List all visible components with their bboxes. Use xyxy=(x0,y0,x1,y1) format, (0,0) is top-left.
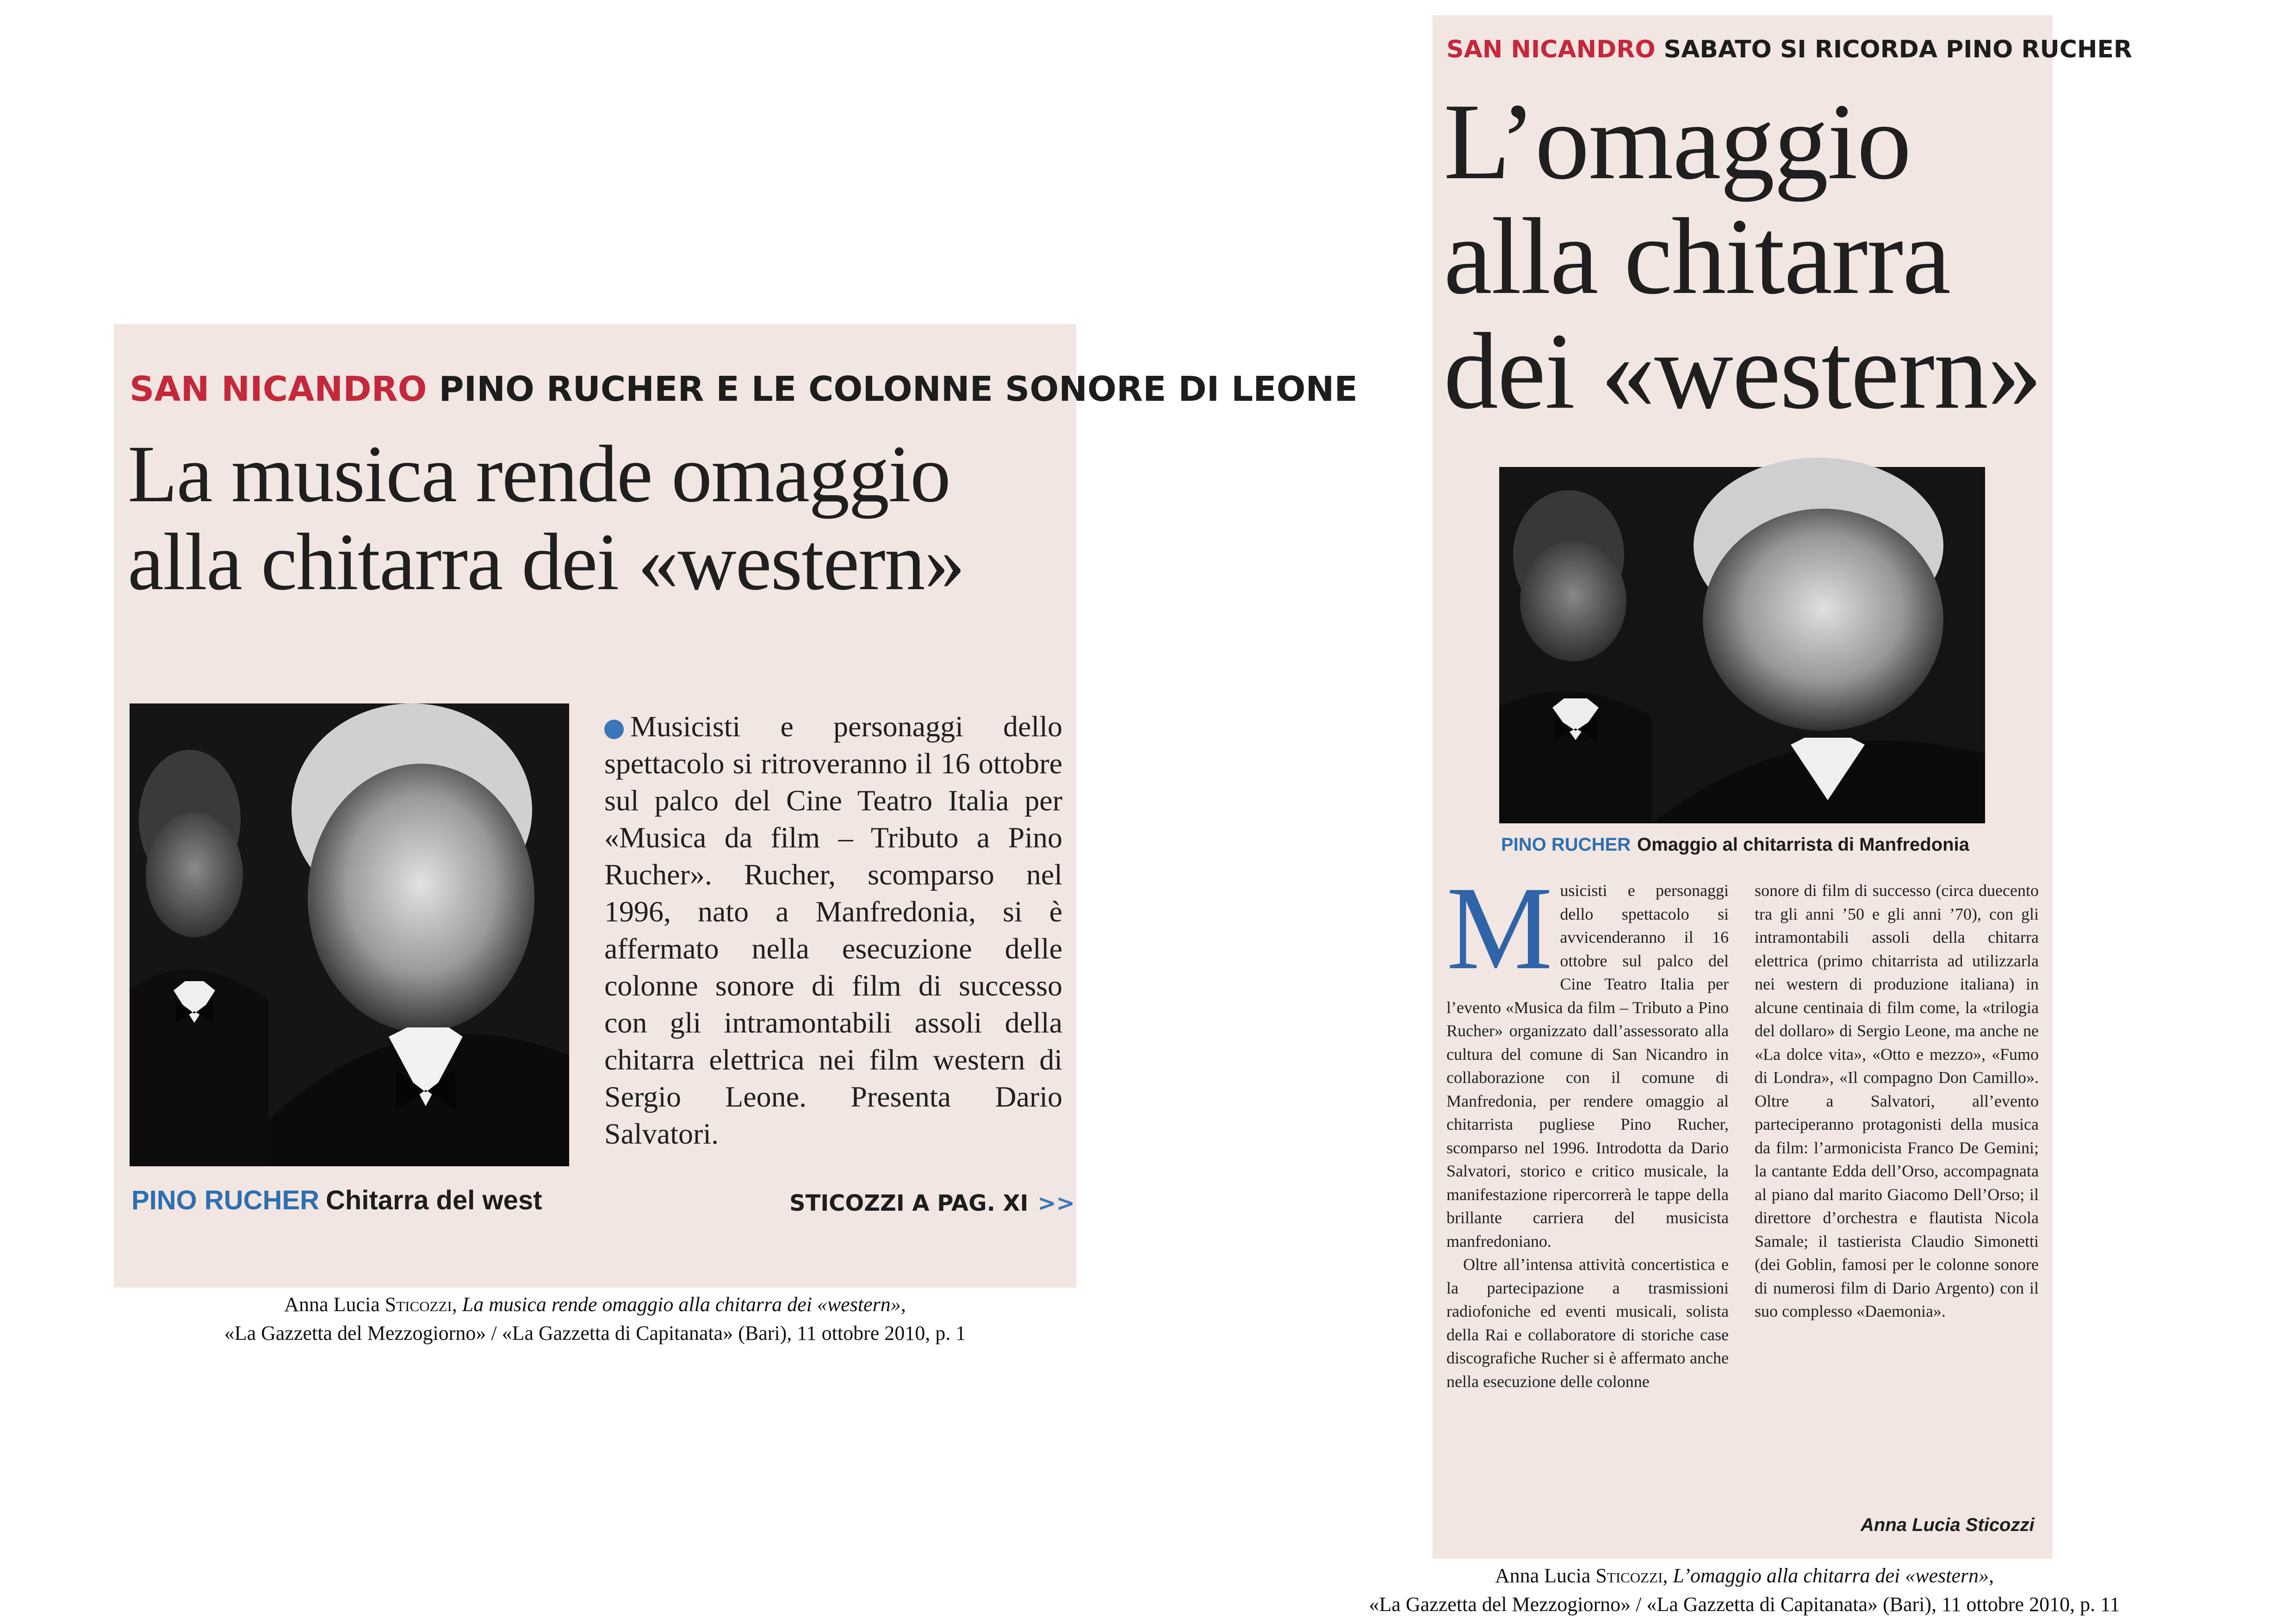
clip1-caption-name: PINO RUCHER xyxy=(131,1185,320,1215)
clip2-col1-paragraph-1: usicisti e personaggi dello spettacolo si avvicenderanno il 16 ottobre sul palco del Cine Teatro Italia per l’evento «Musica da film – Tributo a Pino Rucher» organizzato dall’assessorato alla cultura del comune di San Nicandro in collaborazione con il comune di Manfredonia, per rendere omaggio al chitarrista pugliese Pino Rucher, scomparso nel 1996. Introdotta da Dario Salvatori, storico e critico musicale, la manifestazione ripercorrerà le tappe della brillante carriera del musicista manfredoniano. xyxy=(1446,881,1729,1251)
clip1-headline xyxy=(128,430,1072,606)
clip2-headline-line2: alla chitarra xyxy=(1444,196,1950,317)
clip2-kicker-topic: SABATO SI RICORDA PINO RUCHER xyxy=(1663,36,2132,63)
clip1-article-text: Musicisti e personaggi dello spettacolo si ritroveranno il 16 ottobre sul palco del Cine Teatro Italia per «Musica da film – Tributo a Pino Rucher». Rucher, scomparso nel 1996, nato a Manfredonia, si è affermato nella esecuzione delle colonne sonore di film di successo con gli intramontabili assoli della chitarra elettrica nei film western di Sergio Leone. Presenta Dario Salvatori. xyxy=(604,710,1062,1150)
citation-front-page xyxy=(114,1290,1076,1348)
clip2-byline: Anna Lucia Sticozzi xyxy=(1861,1515,2035,1535)
clip1-article-body xyxy=(604,708,1062,1152)
clip1-portrait-photo xyxy=(130,703,569,1166)
clip1-kicker-place: SAN NICANDRO xyxy=(130,369,427,409)
citation1-line2: «La Gazzetta del Mezzogiorno» / «La Gazzetta di Capitanata» (Bari), 11 ottobre 2010, p. 1 xyxy=(224,1322,966,1344)
clip1-page-ref-text: STICOZZI A PAG. XI xyxy=(789,1190,1029,1216)
clip2-caption-name: PINO RUCHER xyxy=(1501,834,1631,855)
citation2-title: L’omaggio alla chitarra dei «western» xyxy=(1673,1564,1989,1587)
clip2-headline-line1: L’omaggio xyxy=(1444,81,1911,202)
clip2-portrait-photo xyxy=(1499,467,1985,823)
clip2-article-column-2 xyxy=(1755,879,2039,1323)
clip2-col1-paragraph-2: Oltre all’intensa attività concertistica e la partecipazione a trasmissioni radiofoniche ed eventi musicali, solista della Rai e collaboratore di storiche case discografiche Rucher si è affermato anche nella esecuzione delle colonne xyxy=(1446,1255,1729,1391)
newspaper-clipping-page-11 xyxy=(1433,15,2132,1559)
clip2-dropcap: M xyxy=(1446,862,1553,994)
clip1-headline-line2: alla chitarra dei «western» xyxy=(128,517,964,607)
clip2-kicker-place: SAN NICANDRO xyxy=(1446,36,1656,63)
clip2-kicker xyxy=(1446,36,2132,63)
citation1-line1: Anna Lucia Sticozzi, La musica rende omaggio alla chitarra dei «western», xyxy=(284,1293,906,1316)
clip2-photo-caption xyxy=(1501,834,1969,855)
clip1-photo-caption xyxy=(131,1185,542,1216)
clip2-headline-line3: dei «western» xyxy=(1444,311,2042,432)
double-chevron-right-icon: >> xyxy=(1037,1190,1075,1216)
clip1-kicker xyxy=(130,369,1358,409)
clip1-kicker-topic: PINO RUCHER E LE COLONNE SONORE DI LEONE xyxy=(439,369,1358,409)
clip2-col2-paragraph-1: sonore di film di successo (circa duecento tra gli anni ’50 e gli anni ’70), con gli intramontabili assoli della chitarra elettrica (primo chitarrista ad utilizzarla nei western di produzione italiana) in alcune centinaia di film come, la «trilogia del dollaro» di Sergio Leone, ma anche ne «La dolce vita», «Otto e mezzo», «Fumo di Londra», «Il compagno Don Camillo». Oltre a Salvatori, all’evento parteciperanno protagonisti della musica da film: l’armonicista Franco De Gemini; la cantante Edda dell’Orso, accompagnata al piano dal marito Giacomo Dell’Orso; il direttore d’orchestra e flautista Nicola Samale; il tastierista Claudio Simonetti (dei Goblin, famosi per le colonne sonore di numerosi film di Dario Argento) con il suo complesso «Daemonia». xyxy=(1755,881,2039,1320)
citation-page-11 xyxy=(1277,1562,2212,1619)
clip2-caption-text: Omaggio al chitarrista di Manfredonia xyxy=(1637,834,1969,855)
citation1-title: La musica rende omaggio alla chitarra dei «western» xyxy=(462,1293,901,1316)
clip1-page-reference xyxy=(789,1190,1075,1216)
newspaper-clipping-front-page xyxy=(114,324,1358,1288)
clip1-headline-line1: La musica rende omaggio xyxy=(128,429,950,519)
clip1-caption-text: Chitarra del west xyxy=(326,1185,542,1215)
citation2-line2: «La Gazzetta del Mezzogiorno» / «La Gazzetta di Capitanata» (Bari), 11 ottobre 2010, p. 11 xyxy=(1369,1593,2120,1616)
clip2-article-column-1 xyxy=(1446,862,1729,1393)
bullet-dot-icon xyxy=(604,720,624,739)
citation2-line1: Anna Lucia Sticozzi, L’omaggio alla chitarra dei «western», xyxy=(1495,1564,1994,1587)
clip2-headline xyxy=(1444,81,2050,432)
